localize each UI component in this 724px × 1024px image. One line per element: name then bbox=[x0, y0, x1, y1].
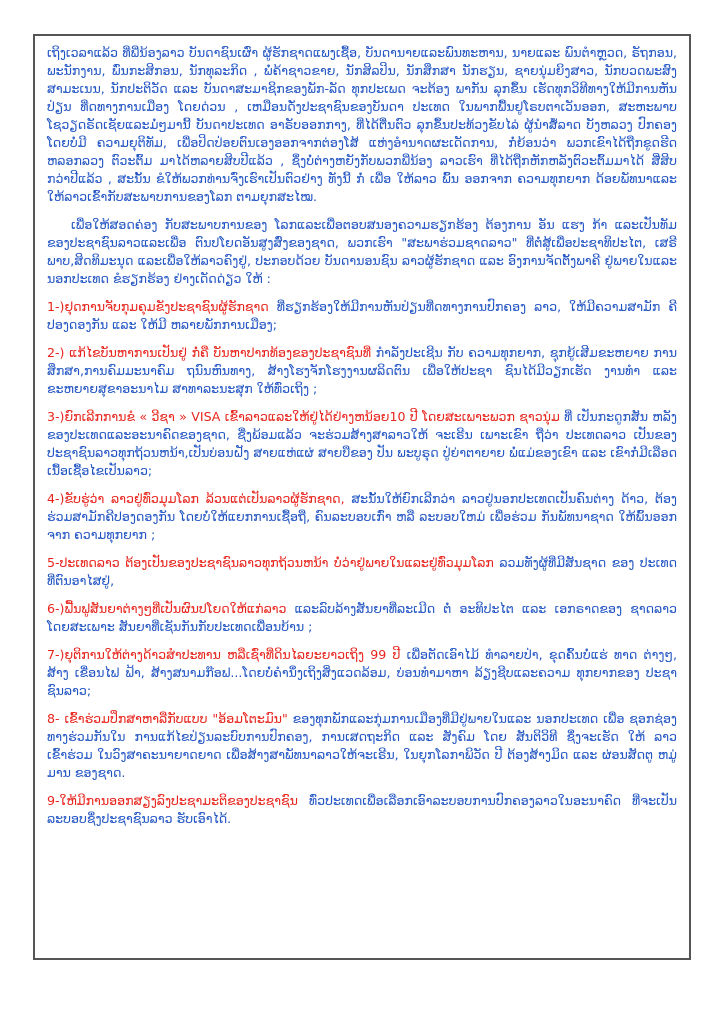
demand-item bbox=[47, 298, 677, 334]
demand-item bbox=[47, 344, 677, 398]
demand-item bbox=[47, 646, 677, 700]
demand-item bbox=[47, 554, 677, 590]
demands-paragraph: ເພື່ອໃຫ້ສອດຄ່ອງ ກັບສະພາບການຂອງ ໂລກແລະເພື່ອຕອບສນອງຄວາມຮຽກຮ້ອງ ຕ້ອງການ ອັນ ແຮງ ກ້າ ແລະເປັນທັມ ຂອງປະຊາຊົນລາວແລະເພື່ອ ຕົນປໂຍດອັນສູງສົ່ງຂອງຊາດ, ພວກເຮົາ "ສະພາຮ່ວມຊາດລາວ" ທີ່ຕໍ່ສູ້ເພື່ອປະຊາທິປະໄຕ, ເສຣີພາບ,ສິດທິມະນຸດ ແລະເພື່ອໃຫ້ລາວຄົງຢູ່, ປະກອບດ້ວຍ ບັນດານອນຊົນ ລາວຜູ້ຮັກຊາດ ແລະ ອົງການຈັດຕັ້ງພາຄີ ຢູ່ພາຍໃນແລະນອກປະເທດ ຂໍຮຽກຮ້ອງ ຢ່າງເດັດດ່ຽວ ໃຫ້ : bbox=[47, 217, 677, 286]
demand-lead: 9-ໃຫ້ມີການອອກສຽງລົງປະຊາມະຕິຂອງປະຊາຊົນ bbox=[47, 793, 298, 808]
demand-item bbox=[47, 490, 677, 544]
demand-lead: 6-)ຟື້ນຟູສັນຍາຕ່າງໆທີ່ເປັນຜົນປໂຍດໃຫ້ແກ່ລາວ bbox=[47, 601, 287, 616]
demand-item bbox=[47, 600, 677, 636]
demand-lead: 2-) ແກ້ໄຂບັນຫາການເປັນຢູ່ ກໍ່ຄື ບັນຫາປາກທ້ອງຂອງປະຊາຊົນທີ່ bbox=[47, 345, 372, 360]
document-frame bbox=[33, 34, 691, 960]
demand-body: ທີ່ຮຽກຮ້ອງໃຫ້ມີການຫັນປ່ຽນທີ່ດທາງການປົກຄອງ ລາວ, ໃຫ້ມີຄວາມສາມັກ ຄີປອງດອງກັນ ແລະ ໃຫ້ມີ ຫລາຍພັກການເມືອງ; bbox=[47, 299, 677, 332]
intro-paragraph: ເຖິງເວລາແລ້ວ ທີ່ພີ່ນ້ອງລາວ ບັນດາຊົນເຜົ່າ ຜູ້ຮັກຊາດແພງເຊື້ອ, ບັນດານາຍແລະພົນທະຫານ, ນາຍແລະ ພົນຕຳຫຼວດ, ຣັຖກອນ, ພະນັກງານ, ພົ່ນກະສິກອນ, ນັກທຸລະກິດ , ພໍ່ຄ້າຊາວຂາຍ, ນັກສິລປິນ, ນັກສຶກສາ ນັກຮຽນ, ຊາຍນຸ່ມຍິງສາວ, ນັກບວດພະສົງສາມະເນນ, ນັກປະຕິວັດ ແລະ ບັນດາສະມາຊິກຂອງພັກ-ລັດ ທຸກປະເພດ ຈະຕ້ອງ ພາກັນ ລຸກຂຶ້ນ ເຮັດທຸກວິທີທາງໃຫ້ມີການຫັນປ່ຽນ ທີ່ດທາງການເມືອງ ໂດຍດ່ວນ , ເຫມືອນດັ່ງປະຊາຊົນຂອງບັນດາ ປະເທດ ໃນພາກພື້ນຢູໂຣບຕາເວັນອອກ, ສະຫະພາບໂຊວຽດຣັດເຊັຍແລະມໍ່ໆມານີ້ ບັນດາປະເທດ ອາຣັບອອກກາງ, ທີ່ໄດ້ຕື່ນຕົວ ລຸກຂຶ້ນປະທ້ວງຂັບໄລ່ ຜູ້ນຳສໍ້ລາດ ບັງຫລວງ ປົກຄອງໂດຍບໍ່ມີ ຄວາມຍຸຕິທັມ, ເພື່ອປິດປ່ອຍຕົນເອງອອກຈາກຕ່ອງໂສ້ ແຫ່ງອຳນາດຜະເດັດການ, ກໍ່ຍ້ອນວ່າ ພວກເຂົາໄດ້ຖືກຂູດຮີດ ຫລອກລວງ ຕົວະຕົ້ມ ມາໄດ້ຫລາຍສິບປີແລ້ວ , ຊຶ່ງບໍ່ຕ່າງຫຍັງກັບພວກພີ່ນ້ອງ ລາວເຮົາ ທີ່ໄດ້ຖືກຫັກຫລັງຕົວະຕົ້ມມາໄດ້ ສີ່ສິບ ກວ່າປີແລ້ວ , ສະນັ້ນ ຂໍໃຫ້ພວກທ່ານຈົ່ງເຮົາເປັນຕົວຢ່າງ ທັງນີ້ ກໍ່ ເພື່ອ ໃຫ້ລາວ ພົ້ນ ອອກຈາກ ຄວາມທຸກຍາກ ດ້ອຍພັທນາແລະໃຫ້ລາວເຂົ້າກັບສະພາບການຂອງໂລກ ຕາມຍຸກສະໄໝ. bbox=[47, 45, 677, 204]
demand-item bbox=[47, 792, 677, 828]
demand-body: ທົ່ວປະເທດເພື່ອເລືອກເອົາລະບອບການປົກຄອງລາວໃນອະນາຄົດ ທີ່ຈະເປັນລະບອບຊຶ່ງປະຊາຊົນລາວ ຮັບເອົາໄດ້. bbox=[47, 793, 677, 826]
demand-lead: 1-)ຢຸດການຈັບກຸມຄຸມຂັງປະຊາຊົນຜູ້ຮັກຊາດ bbox=[47, 299, 269, 314]
demand-body: ສະນັ້ນໃຫ້ຍົກເລີກວ່າ ລາວຢູ່ນອກປະເທດເປັນຄົນຕ່າງ ດ້າວ, ຕ້ອງຮ່ວມສາມັກຄີປອງດອງກັນ ໂດຍບໍ່ໃຫ້ແຍກການເຊື້ອຖື, ຄົນລະບອບເກົ່າ ຫລື ລະບອບໃຫມ່ ເພື່ອຮ່ວມ ກັນພັທນາຊາດ ໃຫ້ພົ້ນອອກ ຈາກ ຄວາມທຸກຍາກ ; bbox=[47, 491, 678, 542]
demand-body: ທີ່ ເປັນກະດູກສັນ ຫລັງຂອງປະເທດແລະອະນາຄົດຂອງຊາດ, ຊື່ງພ້ອມແລ້ວ ຈະຮ່ວມສ້າງສາລາວໃຫ້ ຈະເຣີນ ເພາະເຂົາ ຖືວ່າ ປະເທດລາວ ເປັນຂອງປະຊາຊົນລາວທຸກຖ້ວນຫນ້າ,ເປັນບ່ອນຝັງ ສາຍແຫ່ແຜ່ ສາຍບືຂອງ ປັນ ພະບູຣຸດ ປູ່ຍ່າຕາຍາຍ ພໍ່ແມ່ຂອງເຂົາ ແລະ ເຂົາກໍ່ມີເລືອດເນື້ອເຊື້ອໄຂເປັນລາວ; bbox=[47, 409, 677, 478]
demand-lead: 3-)ຍົກເລີກການຂໍ « ວີຊາ » VISA ເຂົ້າລາວແລະໃຫ້ຢູ່ໄດ້ຢ່າງຫນ້ອຍ10 ປີ ໂດຍສະເພາະພວກ ຊາວນຸ່ມ bbox=[47, 409, 560, 424]
demand-body: ແລະລົບລ້າງສັນຍາທີ່ລະເມີດ ຕໍ່ ອະທິປະໄຕ ແລະ ເອກຣາດຂອງ ຊາດລາວ ໂດຍສະເພາະ ສັນຍາທີ່ເຊັນກັນກັບປະເທດເພື່ອນບ້ານ ; bbox=[47, 601, 677, 634]
demand-body: ກຳລັງປະເຊີນ ກັບ ຄວາມທຸກຍາກ, ຊຸກຍູ້ເສີມຂະຫຍາຍ ການສຶກສາ,ການຄົມມະນາຄົມ ຖນົນຫົນທາງ, ສ້າງໂຮງຈັກໂຮງງານຜລິດຕົນ ເພື່ອໃຫ້ປະຊາ ຊົນໄດ້ມີວຽກເຮັດ ງານທຳ ແລະ ຂະຫຍາຍສຸຂາອະນາໄມ ສາທາລະນະສຸກ ໃຫ້ທົ່ວເຖິງ ; bbox=[47, 345, 677, 396]
demand-item bbox=[47, 710, 677, 782]
demand-lead: 7-)ຍຸຕິການໃຫ້ຕ່າງດ້າວສຳປະທານ ຫລືເຊົ່າທີ່ດິນໄລຍະຍາວເຖິງ 99 ປີ bbox=[47, 647, 401, 662]
demand-lead: 4-)ຂັບຮູ່ວ່າ ລາວຢູ່ທົ່ວມຸມໂລກ ລ້ວນແຕ່ເປັນລາວຜູ້ຮັກຊາດ, bbox=[47, 491, 345, 506]
demand-lead: 5-ປະເທດລາວ ຕ້ອງເປັນຂອງປະຊາຊົນລາວທຸກຖ້ວນຫນ້າ ບໍ່ວ່າຢູ່ພາຍໃນແລະຢູ່ທົ່ວມຸມໂລກ bbox=[47, 555, 494, 570]
demand-body: ລວມທັງຜູ້ທີ່ມີສັນຊາດ ຂອງ ປະເທດທີ່ຕົນອາໄສຢູ່, bbox=[47, 555, 677, 588]
demand-lead: 8- ເຂົ້າຮ່ວມປຶກສາຫາລືກັບແບບ "ອ້ອມໂຕະມົນ" bbox=[47, 711, 288, 726]
demand-body: ຂອງທຸກພັກແລະກຸ່ມການເມືອງທີ່ມີຢູ່ພາຍໃນແລະ ນອກປະເທດ ເພື່ອ ຊອກຊ່ອງທາງຮ່ວມກັນໃນ ການແກ້ໄຂປ່ຽນລະບົບການປົກຄອງ, ການເສດຖະກິດ ແລະ ສັງຄົມ ໂດຍ ສັນຕິວິທີ ຊຶ່ງຈະເຮັດ ໃຫ້ ລາວເຂົ້າຮ່ວມ ໃນວົງສາຄະນາຍາດຍາດ ເພື່ອສ້າງສາພັທນາລາວໃຫ້ຈະເຣີນ, ໃນຍຸກໂລກາພິວັດ ປີ ຕ້ອງສ້າງມິດ ແລະ ຜ່ອນສັດຕູ ຫມູ່ມານ ຂອງຊາດ. bbox=[47, 711, 677, 780]
demand-item bbox=[47, 408, 677, 480]
demand-body: ເພື່ອຕັດເອົາໄມ້ ທຳລາຍປ່າ, ຂຸດຄົ້ນບໍ່ແຮ່ ທາດ ຕ່າງໆ, ສ້າງ ເຂື່ອນໄຟ ຟ້າ, ສ້າງສນາມກ໊ອຟ...ໂດຍບໍ່ຄຳນຶ່ງເຖິງສິ່ງແວດລ້ອມ, ບ່ອນທຳມາຫາ ລ້ຽງຊີບແລະຄວາມ ທຸກຍາກຂອງ ປະຊາ ຊົນລາວ; bbox=[47, 647, 677, 698]
